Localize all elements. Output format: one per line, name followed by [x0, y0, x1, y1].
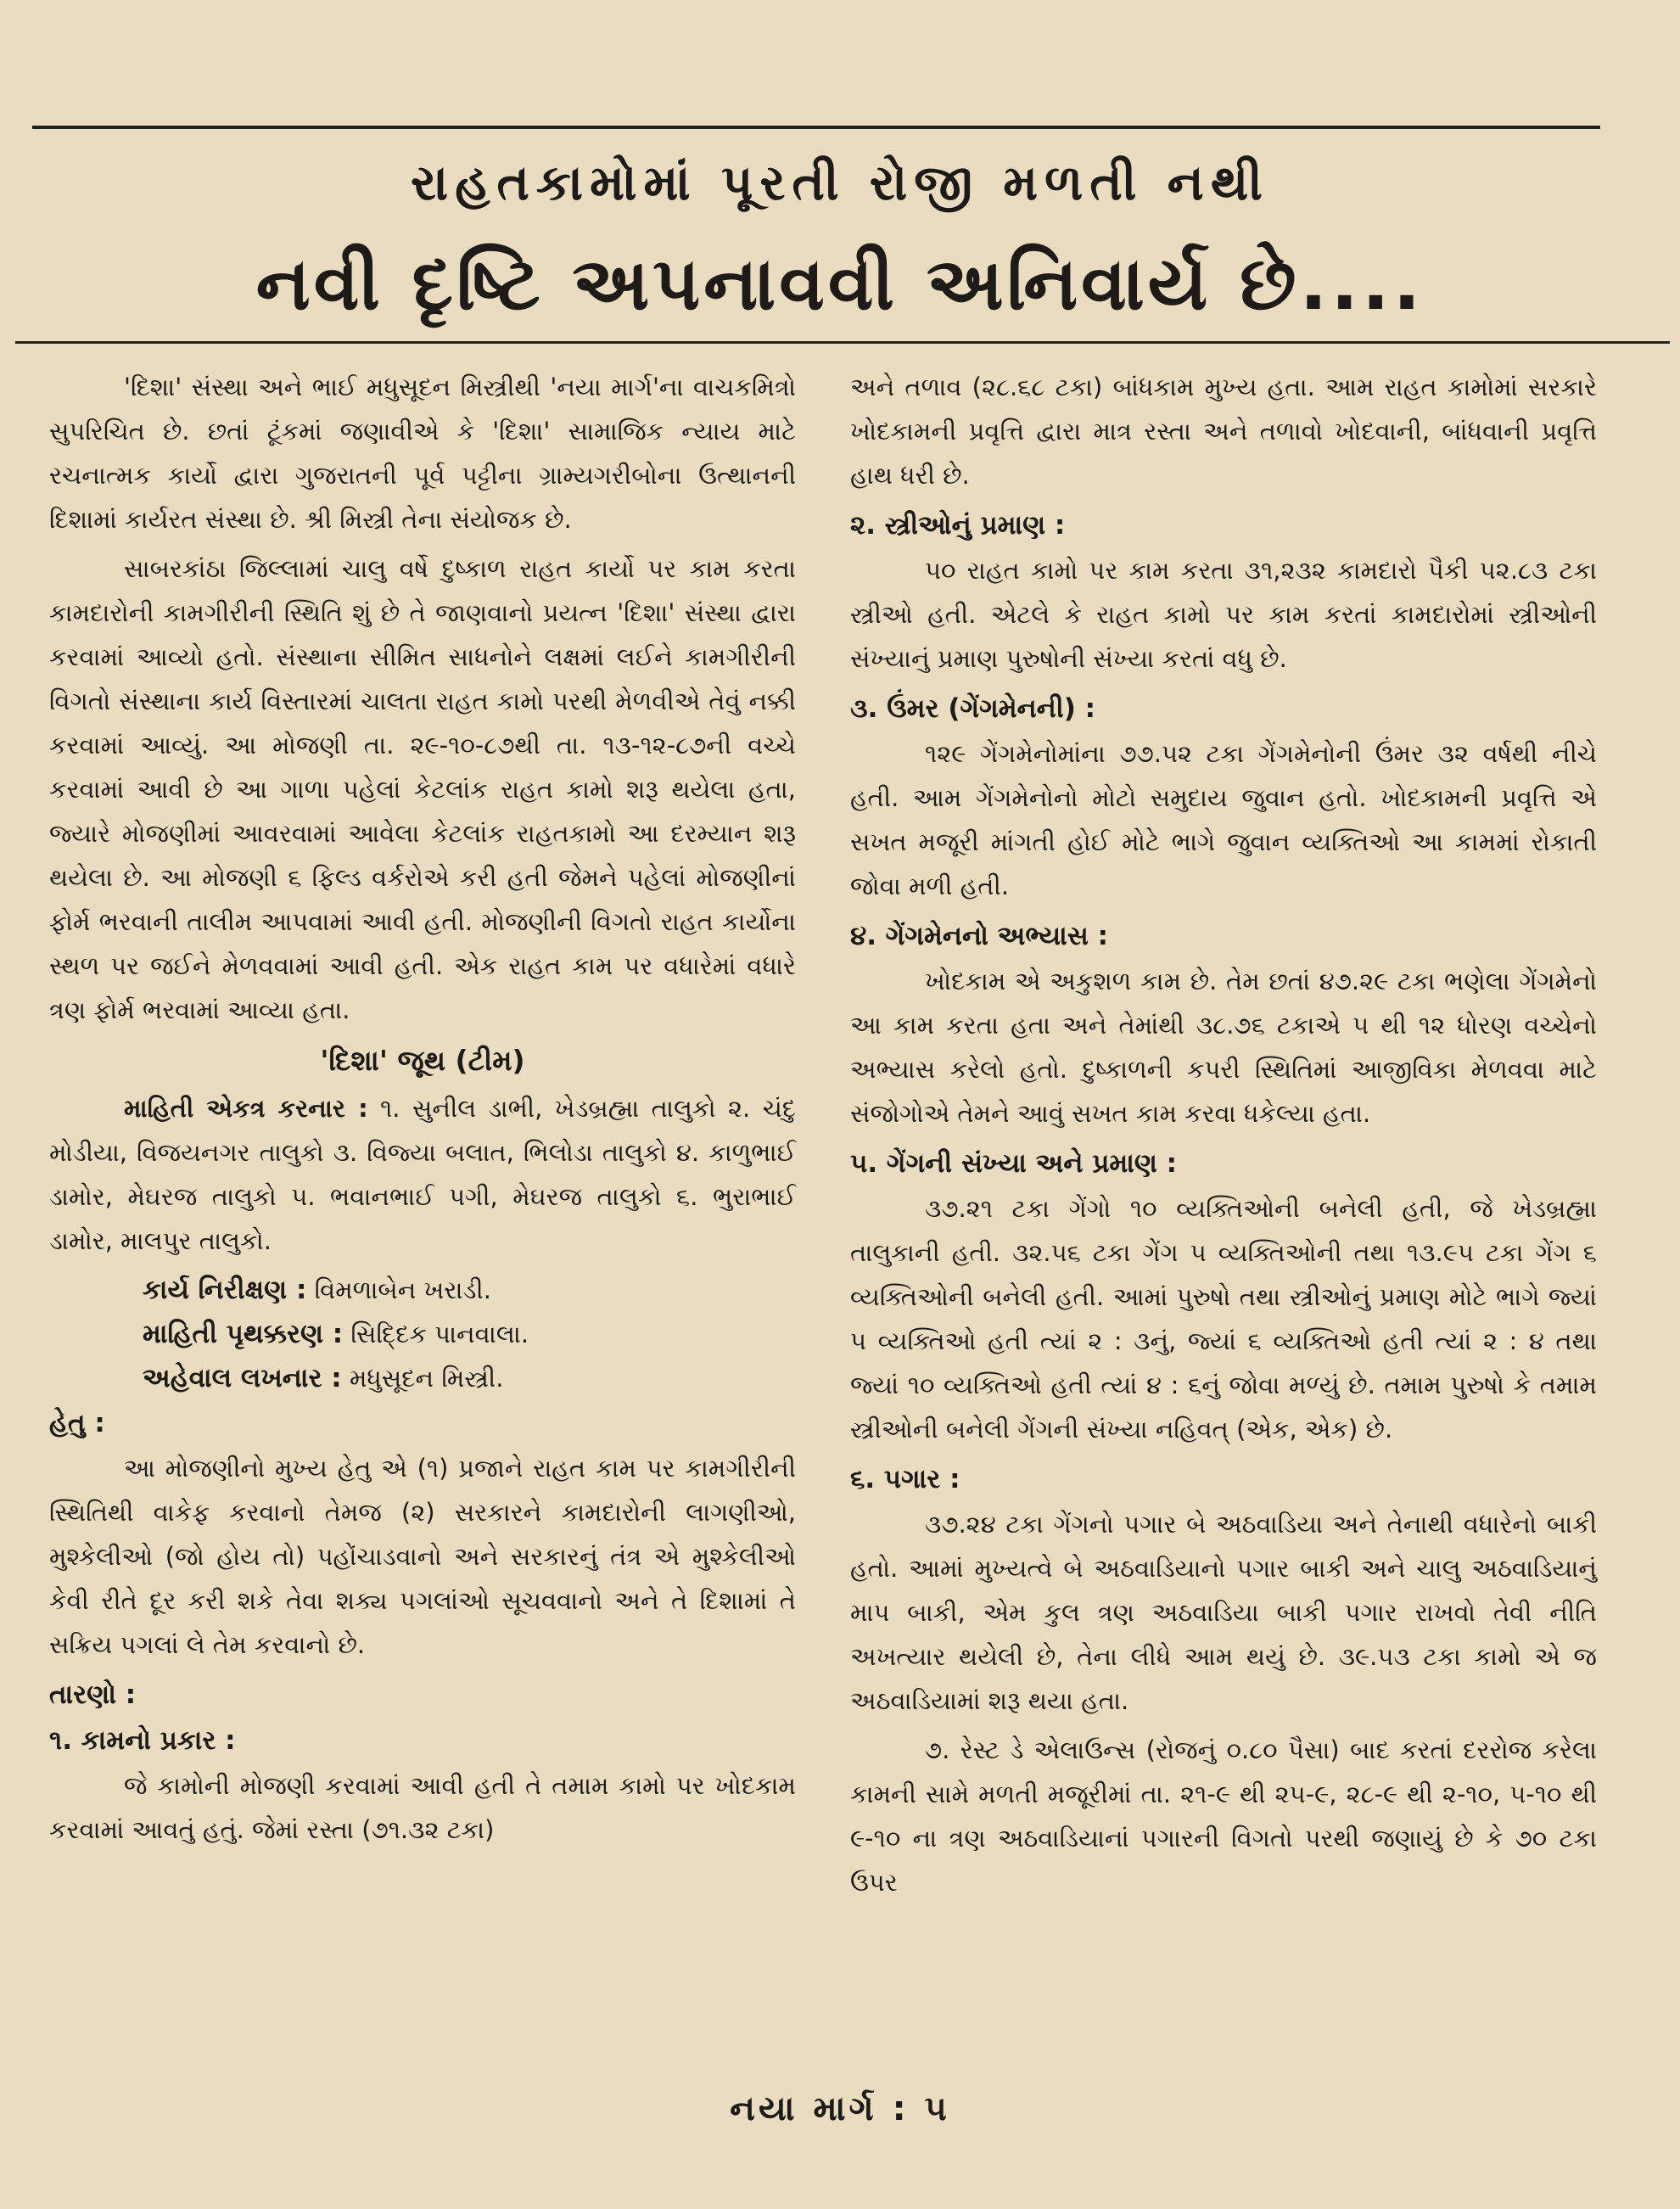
page-footer: નયા માર્ગ : ૫	[730, 2089, 950, 2128]
right-column	[850, 365, 1597, 1909]
article-headline: નવી દૃષ્ટિ અપનાવવી અનિવાર્ય છે....	[255, 242, 1425, 327]
education-heading: ૪. ગેંગમેનનો અભ્યાસ :	[850, 921, 1109, 951]
team-heading: 'દિશા' જૂથ (ટીમ)	[320, 1044, 525, 1077]
wage-heading: ૬. પગાર :	[850, 1464, 960, 1494]
age-paragraph: ૧૨૯ ગેંગમેનોમાંના ૭૭.૫૨ ટકા ગેંગમેનોની ઉંમર ૩૨ વર્ષથી નીચે હતી. આમ ગેંગમેનોનો મોટો સમુદાય જુવાન હતો. ખોદકામની પ્રવૃત્તિ એ સખત મજૂરી માંગતી હોઈ મોટે ભાગે જુવાન વ્યક્તિઓ આ કામમાં રોકાતી જોવા મળી હતી.	[850, 739, 1597, 900]
collectors-paragraph	[49, 1086, 796, 1263]
women-heading: ૨. સ્ત્રીઓનું પ્રમાણ :	[850, 510, 1066, 541]
article-kicker: રાહતકામોમાં પૂરતી રોજી મળતી નથી	[411, 154, 1269, 211]
work-type-continued: અને તળાવ (૨૮.૬૮ ટકા) બાંધકામ મુખ્ય હતા. આમ રાહત કામોમાં સરકારે ખોદકામની પ્રવૃત્તિ દ્વારા માત્ર રસ્તા અને તળાવો ખોદવાની, બાંધવાની પ્રવૃત્તિ હાથ ધરી છે.	[850, 373, 1597, 490]
rest-day-paragraph: ૭. રેસ્ટ ડે એલાઉન્સ (રોજનું ૦.૮૦ પૈસા) બાદ કરતાં દરરોજ કરેલા કામની સામે મળતી મજૂરીમાં તા. ૨૧-૯ થી ૨૫-૯, ૨૮-૯ થી ૨-૧૦, ૫-૧૦ થી ૯-૧૦ ના ત્રણ અઠવાડિયાનાં પગારની વિગતો પરથી જણાયું છે કે ૭૦ ટકા ઉપર	[850, 1735, 1597, 1897]
purpose-heading: હેતુ :	[49, 1408, 105, 1438]
top-rule	[32, 126, 1600, 129]
education-paragraph: ખોદકામ એ અકુશળ કામ છે. તેમ છતાં ૪૭.૨૯ ટકા ભણેલા ગેંગમેનો આ કામ કરતા હતા અને તેમાંથી ૩૮.૭૬ ટકાએ ૫ થી ૧૨ ધોરણ વચ્ચેનો અભ્યાસ કરેલો હતો. દુષ્કાળની કપરી સ્થિતિમાં આજીવિકા મેળવવા માટે સંજોગોએ તેમને આવું સખત કામ કરવા ધકેલ્યા હતા.	[850, 967, 1597, 1128]
collectors-text: ૧. સુનીલ ડાભી, ખેડબ્રહ્મા તાલુકો ૨. ચંદુ મોડીયા, વિજયનગર તાલુકો ૩. વિજ્યા બલાત, ભિલોડા તાલુકો ૪. કાળુભાઈ ડામોર, મેઘરજ તાલુકો ૫. ભવાનભાઈ પગી, મેઘરજ તાલુકો ૬. ભુરાભાઈ ડામોર, માલપુર તાલુકો.	[49, 1094, 797, 1255]
findings-heading: તારણો :	[49, 1679, 137, 1710]
headline-rule	[15, 341, 1670, 344]
supervision-line	[143, 1268, 796, 1312]
wage-paragraph: ૩૭.૨૪ ટકા ગેંગનો પગાર બે અઠવાડિયા અને તેનાથી વધારેનો બાકી હતો. આમાં મુખ્યત્વે બે અઠવાડિયાનો પગાર બાકી અને ચાલુ અઠવાડિયાનું માપ બાકી, એમ કુલ ત્રણ અઠવાડિયા બાકી પગાર રાખવો તેવી નીતિ અખત્યાર થયેલી છે, તેના લીધે આમ થયું છે. ૩૯.૫૩ ટકા કામો એ જ અઠવાડિયામાં શરૂ થયા હતા.	[850, 1510, 1597, 1715]
gang-heading: ૫. ગેંગની સંખ્યા અને પ્રમાણ :	[850, 1148, 1178, 1179]
women-paragraph: ૫૦ રાહત કામો પર કામ કરતા ૩૧,૨૩૨ કામદારો પૈકી ૫૨.૮૩ ટકા સ્ત્રીઓ હતી. એટલે કે રાહત કામો પર કામ કરતાં કામદારોમાં સ્ત્રીઓની સંખ્યાનું પ્રમાણ પુરુષોની સંખ્યા કરતાં વધુ છે.	[850, 556, 1597, 673]
intro-paragraph: 'દિશા' સંસ્થા અને ભાઈ મધુસૂદન મિસ્ત્રીથી 'નયા માર્ગ'ના વાચકમિત્રો સુપરિચિત છે. છતાં ટૂંકમાં જણાવીએ કે 'દિશા' સામાજિક ન્યાય માટે રચનાત્મક કાર્યો દ્વારા ગુજરાતની પૂર્વ પટ્ટીના ગ્રામ્યગરીબોના ઉત્થાનની દિશામાં કાર્યરત સંસ્થા છે. શ્રી મિસ્ત્રી તેના સંયોજક છે.	[49, 373, 796, 534]
analysis-line	[143, 1312, 796, 1356]
work-type-heading: ૧. કામનો પ્રકાર :	[49, 1725, 236, 1756]
left-column	[49, 365, 796, 1857]
collectors-label: માહિતી એકત્ર કરનાર :	[124, 1094, 368, 1123]
survey-paragraph: સાબરકાંઠા જિલ્લામાં ચાલુ વર્ષે દુષ્કાળ રાહત કાર્યો પર કામ કરતા કામદારોની કામગીરીની સ્થિતિ શું છે તે જાણવાનો પ્રયત્ન 'દિશા' સંસ્થા દ્વારા કરવામાં આવ્યો હતો. સંસ્થાના સીમિત સાધનોને લક્ષમાં લઈને કામગીરીની વિગતો સંસ્થાના કાર્ય વિસ્તારમાં ચાલતા રાહત કામો પરથી મેળવીએ તેવું નક્કી કરવામાં આવ્યું. આ મોજણી તા. ૨૯-૧૦-૮૭થી તા. ૧૩-૧૨-૮૭ની વચ્ચે કરવામાં આવી છે આ ગાળા પહેલાં કેટલાંક રાહત કામો શરૂ થયેલા હતા, જ્યારે મોજણીમાં આવરવામાં આવેલા કેટલાંક રાહતકામો આ દરમ્યાન શરૂ થયેલા છે. આ મોજણી ૬ ફિલ્ડ વર્કરોએ કરી હતી જેમને પહેલાં મોજણીનાં ફોર્મ ભરવાની તાલીમ આપવામાં આવી હતી. મોજણીની વિગતો રાહત કાર્યોના સ્થળ પર જઈને મેળવવામાં આવી હતી. એક રાહત કામ પર વધારેમાં વધારે ત્રણ ફોર્મ ભરવામાં આવ્યા હતા.	[49, 554, 796, 1024]
purpose-paragraph: આ મોજણીનો મુખ્ય હેતુ એ (૧) પ્રજાને રાહત કામ પર કામગીરીની સ્થિતિથી વાકેફ કરવાનો તેમજ (૨) સરકારને કામદારોની લાગણીઓ, મુશ્કેલીઓ (જો હોય તો) પહોંચાડવાનો અને સરકારનું તંત્ર એ મુશ્કેલીઓ કેવી રીતે દૂર કરી શકે તેવા શક્ય પગલાંઓ સૂચવવાનો અને તે દિશામાં તે સક્રિય પગલાં લે તેમ કરવાનો છે.	[49, 1454, 796, 1659]
gang-paragraph: ૩૭.૨૧ ટકા ગેંગો ૧૦ વ્યક્તિઓની બનેલી હતી, જે ખેડબ્રહ્મા તાલુકાની હતી. ૩૨.૫૬ ટકા ગેંગ ૫ વ્યક્તિઓની તથા ૧૩.૯૫ ટકા ગેંગ ૬ વ્યક્તિઓની બનેલી હતી. આમાં પુરુષો તથા સ્ત્રીઓનું પ્રમાણ મોટે ભાગે જ્યાં ૫ વ્યક્તિઓ હતી ત્યાં ૨ : ૩નું, જ્યાં ૬ વ્યક્તિઓ હતી ત્યાં ૨ : ૪ તથા જ્યાં ૧૦ વ્યક્તિઓ હતી ત્યાં ૪ : ૬નું જોવા મળ્યું છે. તમામ પુરુષો કે તમામ સ્ત્રીઓની બનેલી ગેંગની સંખ્યા નહિવત્ (એક, એક) છે.	[850, 1194, 1597, 1444]
work-type-paragraph: જે કામોની મોજણી કરવામાં આવી હતી તે તમામ કામો પર ખોદકામ કરવામાં આવતું હતું. જેમાં રસ્તા (૭૧.૩૨ ટકા)	[49, 1771, 796, 1844]
writer-line	[143, 1356, 796, 1400]
analysis-label: માહિતી પૃથક્કરણ :	[143, 1319, 344, 1349]
analysis-value: સિદ્દિક પાનવાલા.	[350, 1320, 529, 1348]
supervision-value: વિમળાબેન ખરાડી.	[314, 1276, 491, 1304]
age-heading: ૩. ઉંમર (ગેંગમેનની) :	[850, 693, 1096, 724]
supervision-label: કાર્ય નિરીક્ષણ :	[143, 1275, 307, 1305]
writer-label: અહેવાલ લખનાર :	[143, 1363, 342, 1393]
writer-value: મધુસૂદન મિસ્ત્રી.	[349, 1364, 504, 1393]
